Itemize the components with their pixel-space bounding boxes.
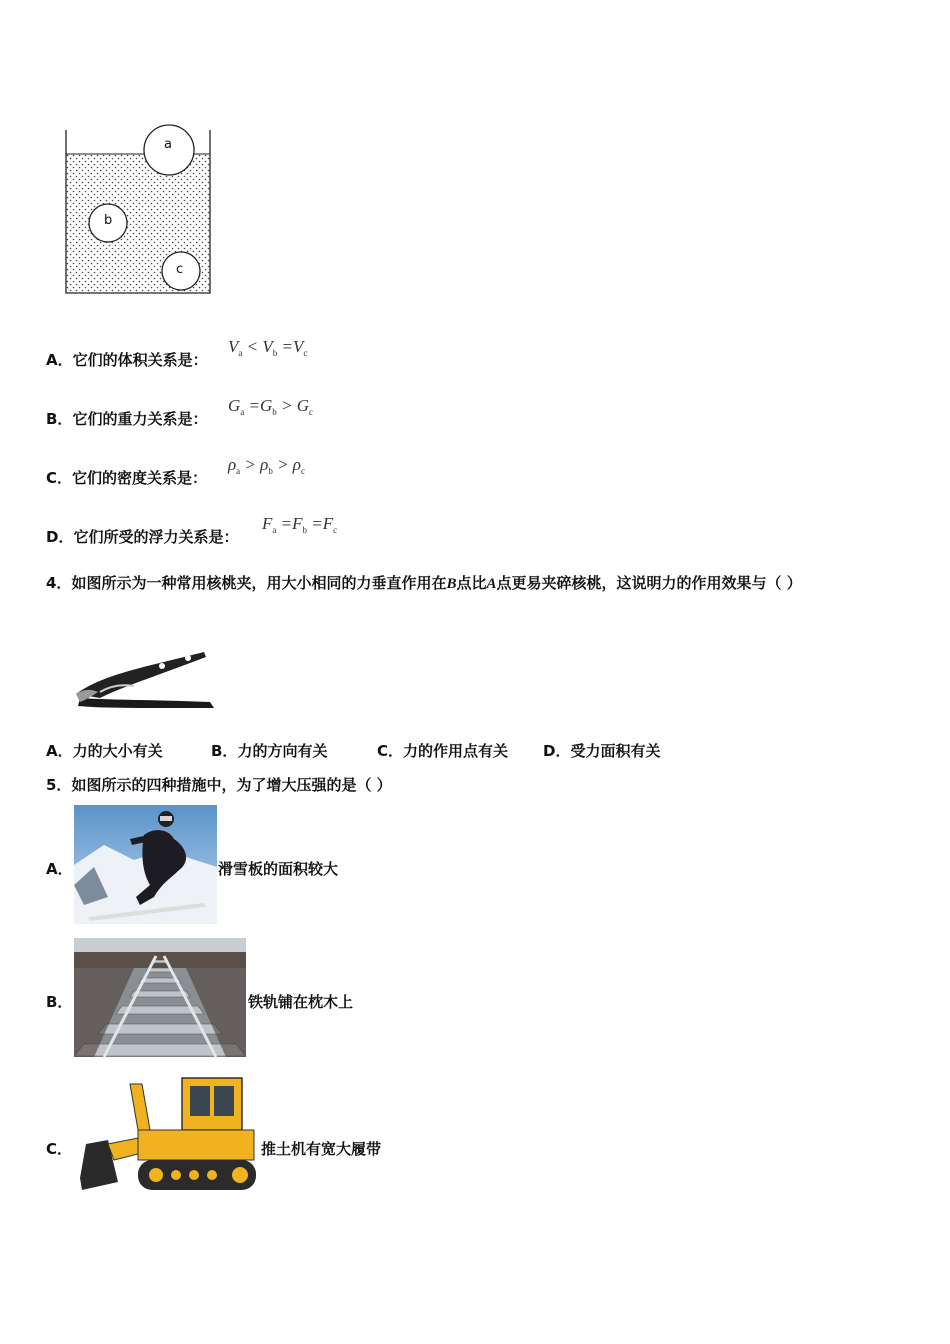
bulldozer-photo [78,1074,258,1194]
q4-option-a: A．力的大小有关 [46,742,163,760]
ball-c-label: c [176,262,184,277]
q5-option-b-caption: 铁轨铺在枕木上 [248,993,354,1011]
q5-option-a-caption: 滑雪板的面积较大 [218,860,339,878]
q5-option-b-letter: B． [46,993,73,1011]
q4-option-d: D．受力面积有关 [543,742,661,760]
q4-option-c: C．力的作用点有关 [377,742,509,760]
buoyancy-container-diagram [60,124,220,300]
q5-option-a-letter: A． [46,860,73,878]
ball-b-label: b [104,213,113,228]
point-b-marker [185,655,191,661]
railway-photo [74,938,246,1057]
ball-a-label: a [164,137,172,152]
nutcracker-image [70,646,220,718]
q3-option-a-formula: $V_a < V_b =V_c$ [228,337,308,358]
q5-question: 5．如图所示的四种措施中，为了增大压强的是（ ） [46,776,392,794]
q4-question: 4．如图所示为一种常用核桃夹，用大小相同的力垂直作用在B点比A点更易夹碎核桃，这说明力的作用效果与（ ） [46,574,802,592]
skier-photo [74,805,217,924]
q3-option-c: C．它们的密度关系是： [46,469,208,487]
q3-option-a: A．它们的体积关系是： [46,351,208,369]
q3-option-d: D．它们所受的浮力关系是： [46,528,239,546]
q4-option-b: B．力的方向有关 [211,742,328,760]
q5-option-c-caption: 推土机有宽大履带 [261,1140,382,1158]
q5-option-c-letter: C． [46,1140,73,1158]
q3-option-d-formula: $F_a =F_b =F_c$ [262,514,338,535]
q3-option-c-formula: $\rho_a > \rho_b > \rho_c$ [228,455,305,476]
point-a-marker [159,663,165,669]
q3-option-b-formula: $G_a =G_b > G_c$ [228,396,314,417]
q3-option-b: B．它们的重力关系是： [46,410,208,428]
